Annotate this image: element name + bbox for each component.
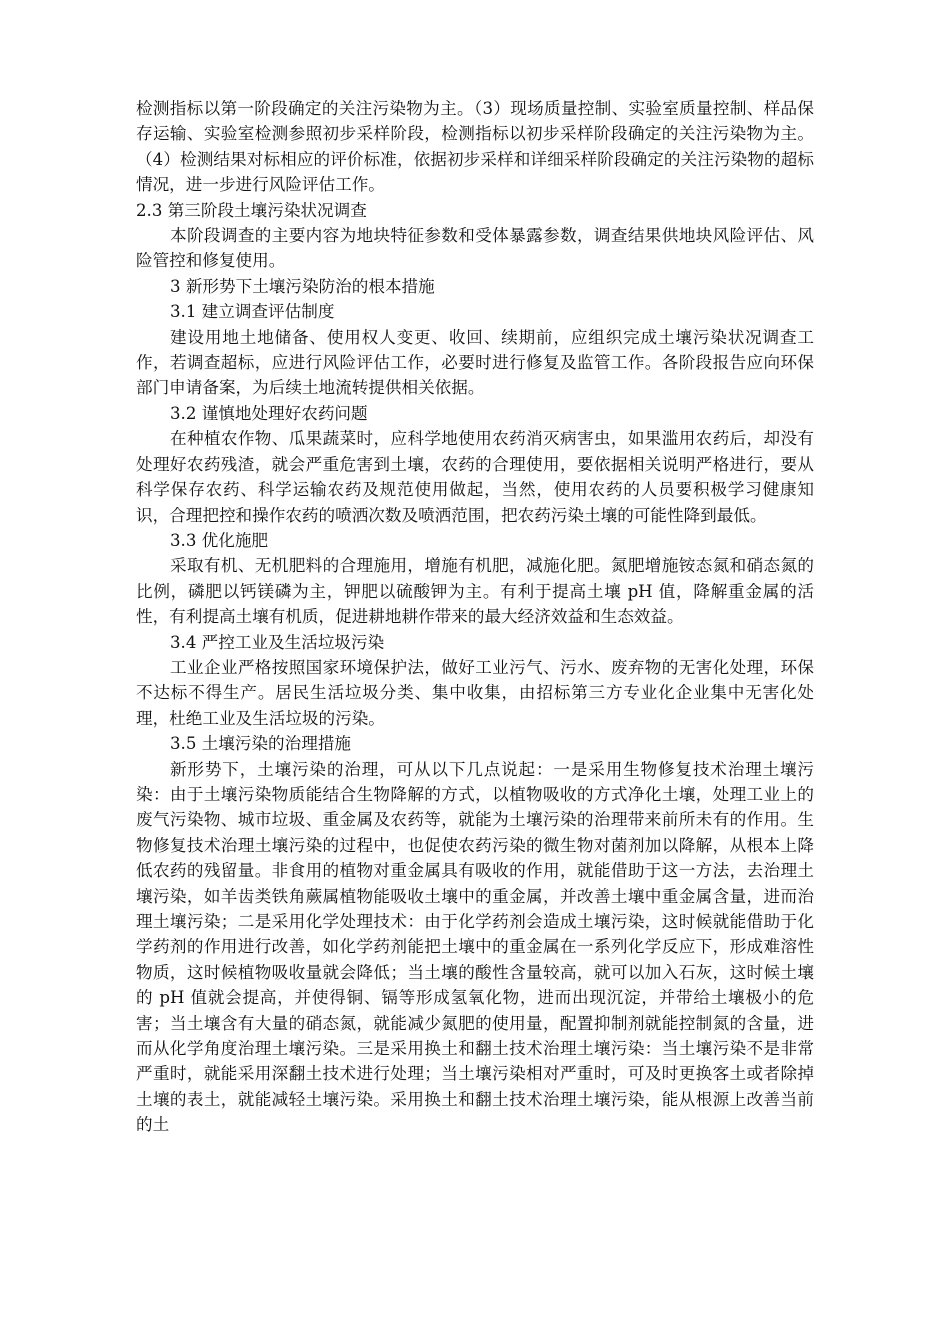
section-heading-3-1: 3.1 建立调查评估制度: [170, 302, 335, 322]
body-paragraph: 新形势下，土壤污染的治理，可从以下几点说起：一是采用生物修复技术治理土壤污染：由于土壤污染物质能结合生物降解的方式，以植物吸收的方式净化土壤，处理工业上的废气污染物、城市垃圾、重金属及农药等，就能为土壤污染的治理带来前所未有的作用。生物修复技术治理土壤污染的过程中，也促使农药污染的微生物对菌剂加以降解，从根本上降低农药的残留量。非食用的植物对重金属具有吸收的作用，就能借助于这一方法，去治理土壤污染，如羊齿类铁角蕨属植物能吸收土壤中的重金属，并改善土壤中重金属含量，进而治理土壤污染；二是采用化学处理技术：由于化学药剂会造成土壤污染，这时候就能借助于化学药剂的作用进行改善，如化学药剂能把土壤中的重金属在一系列化学反应下，形成难溶性物质，这时候植物吸收量就会降低；当土壤的酸性含量较高，就可以加入石灰，这时候土壤的 pH 值就会提高，并使得铜、镉等形成氢氧化物，进而出现沉淀，并带给土壤极小的危害；当土壤含有大量的硝态氮，就能减少氮肥的使用量，配置抑制剂就能控制氮的含量，进而从化学角度治理土壤污染。三是采用换土和翻土技术治理土壤污染：当土壤污染不是非常严重时，就能采用深翻土技术进行处理；当土壤污染相对严重时，可及时更换客土或者除掉土壤的表土，就能减轻土壤污染。采用换土和翻土技术治理土壤污染，能从根源上改善当前的土: [136, 759, 814, 1135]
body-paragraph: 采取有机、无机肥料的合理施用，增施有机肥，减施化肥。氮肥增施铵态氮和硝态氮的比例，磷肥以钙镁磷为主，钾肥以硫酸钾为主。有利于提高土壤 pH 值，降解重金属的活性，有利提高土壤有机质，促进耕地耕作带来的最大经济效益和生态效益。: [136, 556, 814, 627]
section-heading-3-2: 3.2 谨慎地处理好农药问题: [170, 403, 368, 423]
document-page: [136, 96, 814, 1138]
body-paragraph: 在种植农作物、瓜果蔬菜时，应科学地使用农药消灭病害虫，如果滥用农药后，却没有处理好农药残渣，就会严重危害到土壤，农药的合理使用，要依据相关说明严格进行，要从科学保存农药、科学运输农药及规范使用做起，当然，使用农药的人员要积极学习健康知识，合理把控和操作农药的喷洒次数及喷洒范围，把农药污染土壤的可能性降到最低。: [136, 429, 814, 525]
section-heading-2-3: 2.3 第三阶段土壤污染状况调查: [136, 200, 367, 220]
section-heading-3: 3 新形势下土壤污染防治的根本措施: [170, 276, 435, 296]
body-paragraph: 建设用地土地储备、使用权人变更、收回、续期前，应组织完成土壤污染状况调查工作，若调查超标，应进行风险评估工作，必要时进行修复及监管工作。各阶段报告应向环保部门申请备案，为后续土地流转提供相关依据。: [136, 327, 814, 398]
section-heading-3-5: 3.5 土壤污染的治理措施: [170, 734, 352, 754]
section-heading-3-4: 3.4 严控工业及生活垃圾污染: [170, 632, 385, 652]
body-paragraph: 检测指标以第一阶段确定的关注污染物为主。（3）现场质量控制、实验室质量控制、样品保存运输、实验室检测参照初步采样阶段，检测指标以初步采样阶段确定的关注污染物为主。（4）检测结果对标相应的评价标准，依据初步采样和详细采样阶段确定的关注污染物的超标情况，进一步进行风险评估工作。: [136, 99, 814, 195]
body-paragraph: 本阶段调查的主要内容为地块特征参数和受体暴露参数，调查结果供地块风险评估、风险管控和修复使用。: [136, 226, 814, 271]
section-heading-3-3: 3.3 优化施肥: [170, 530, 269, 550]
body-paragraph: 工业企业严格按照国家环境保护法，做好工业污气、污水、废弃物的无害化处理，环保不达标不得生产。居民生活垃圾分类、集中收集，由招标第三方专业化企业集中无害化处理，杜绝工业及生活垃圾的污染。: [136, 657, 814, 728]
